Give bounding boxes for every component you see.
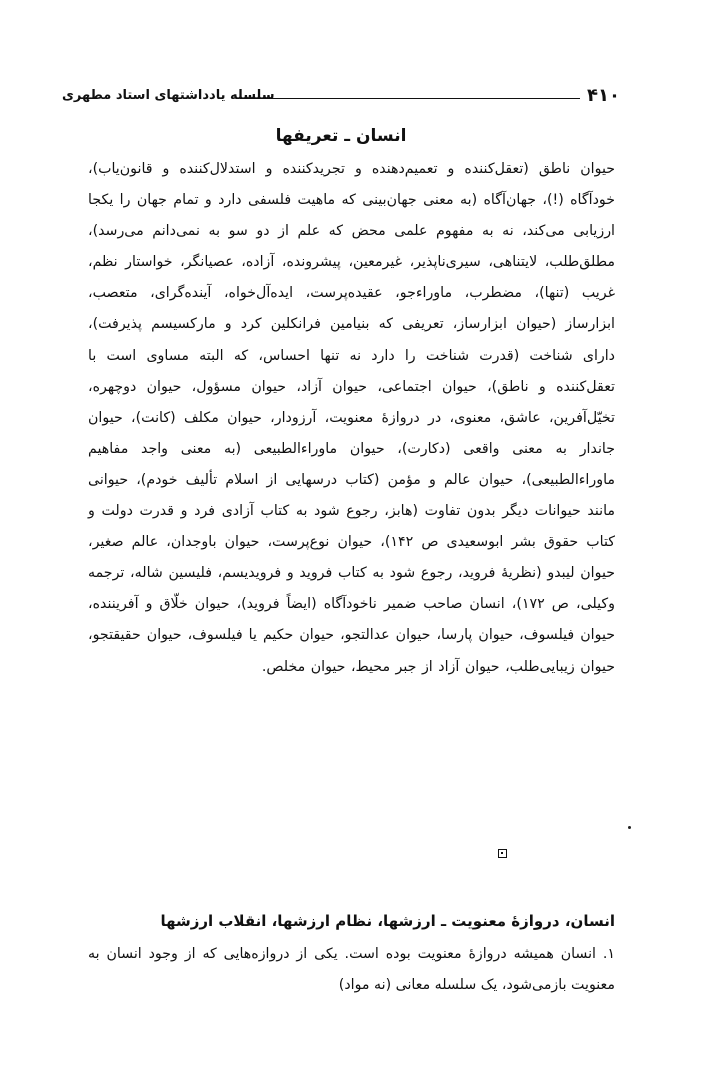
header-rule — [240, 98, 580, 99]
section-title: انسان ـ تعریفها — [275, 126, 407, 146]
section-end-mark — [498, 849, 507, 858]
subsection-body: ۱. انسان همیشه دروازهٔ معنویت بوده است. یکی از دروازه‌هایی که از وجود انسان به معنویت بازمی‌شود، یک سلسله معانی (نه مواد) — [88, 946, 615, 993]
subsection-title: انسان، دروازهٔ معنویت ـ ارزشها، نظام ارزشها، انقلاب ارزشها — [160, 912, 615, 930]
stray-dot — [628, 826, 631, 829]
running-header — [62, 86, 620, 110]
page-number: ۴۱۰ — [587, 85, 620, 106]
section-body: حیوان ناطق (تعقل‌کننده و تعمیم‌دهنده و تجریدکننده و استدلال‌کننده و قانون‌یاب)، خودآگاه (!)، جهان‌آگاه (به معنی جهان‌بینی که ماهیت فلسفی دارد و تمام جهان را یکجا ارزیابی می‌کند، نه به مفهوم علمی محض که علم از دو سو به نمی‌دانم می‌رسد)، مطلق‌طلب، لایتناهی، سیری‌ناپذیر، غیرمعین، پیشرونده، آزاده، عصیانگر، خواستار نظم، غریب (تنها)، مضطرب، ماوراءجو، عقیده‌پرست، ایده‌آل‌خواه، آینده‌گرای، متعصب، ابزارساز (حیوان ابزارساز، تعریفی که بنیامین فرانکلین کرد و مارکسیسم پذیرفت)، دارای شناخت (قدرت شناخت را دارد نه تنها احساس، که البته مساوی است با تعقل‌کننده و ناطق)، حیوان اجتماعی، حیوان آزاد، حیوان مسؤول، حیوان دوچهره، تخیّل‌آفرین، عاشق، معنوی، در دروازهٔ معنویت، آرزودار، حیوان مکلف (کانت)، حیوان جاندار به معنی واقعی (دکارت)، حیوان ماوراءالطبیعی (به معنی واجد مفاهیم ماوراءالطبیعی)، حیوان عالم و مؤمن (کتاب درسهایی از اسلام تألیف خودم)، حیوانی مانند حیوانات دیگر بدون تفاوت (هابز، رجوع شود به کتاب آزادی فرد و قدرت دولت و کتاب حقوق بشر ابوسعیدی ص ۱۴۲)، حیوان نوع‌پرست، حیوان باوجدان، عالم صغیر، حیوان لیبدو (نظریهٔ فروید، رجوع شود به کتاب فروید و فرویدیسم، فلیسین شاله، ترجمه وکیلی، ص ۱۷۲)، انسان صاحب ضمیر ناخودآگاه (ایضاً فروید)، حیوان خلّاق و آفریننده، حیوان فیلسوف، حیوان پارسا، حیوان عدالتجو، حیوان حکیم یا فیلسوف، حیوان حقیقتجو، حیوان زیبایی‌طلب، حیوان آزاد از جبر محیط، حیوان مخلص. — [88, 161, 615, 675]
series-title: سلسله یادداشتهای استاد مطهری — [62, 88, 275, 103]
